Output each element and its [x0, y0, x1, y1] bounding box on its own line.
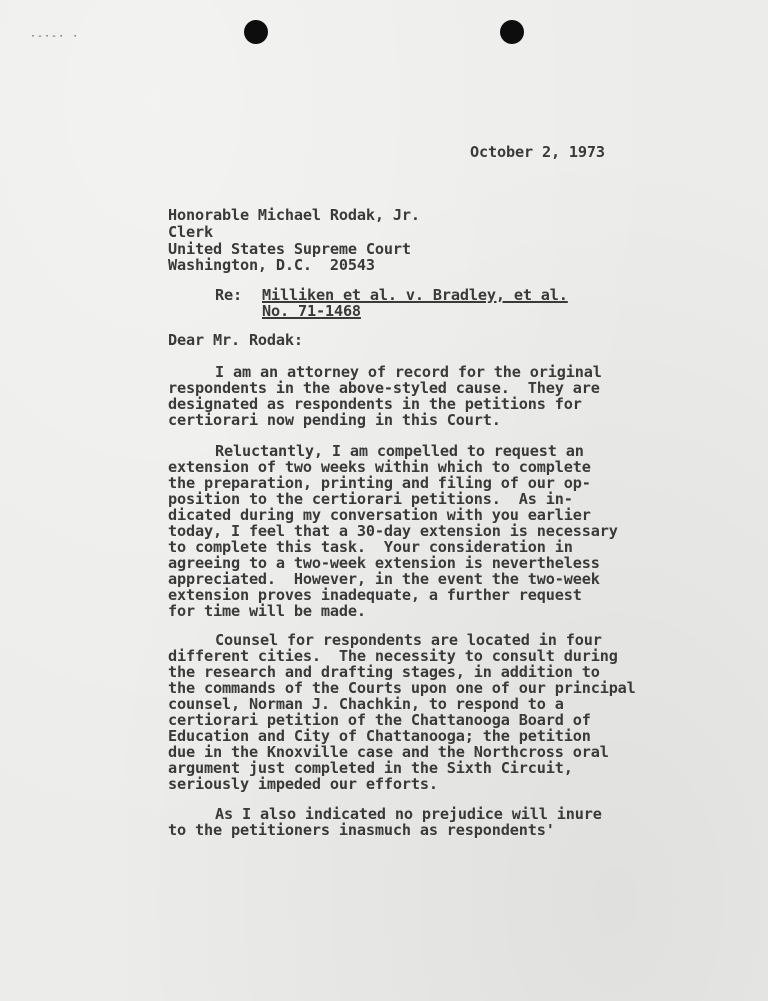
- paragraph-line: Counsel for respondents are located in four: [215, 631, 602, 649]
- paragraph-line: due in the Knoxville case and the Northcross oral: [168, 743, 609, 761]
- salutation: Dear Mr. Rodak:: [168, 331, 303, 349]
- letter-date: October 2, 1973: [470, 143, 605, 161]
- address-line: Washington, D.C. 20543: [168, 256, 375, 274]
- paragraph-line: appreciated. However, in the event the two-week: [168, 570, 600, 588]
- paragraph-line: position to the certiorari petitions. As in-: [168, 490, 573, 508]
- address-line: Clerk: [168, 223, 213, 241]
- paragraph-line: to complete this task. Your consideration in: [168, 538, 573, 556]
- paragraph-line: different cities. The necessity to consult during: [168, 647, 618, 665]
- paragraph-line: argument just completed in the Sixth Circuit,: [168, 759, 573, 777]
- case-number: No. 71-1468: [262, 302, 361, 320]
- paragraph-line: today, I feel that a 30-day extension is necessary: [168, 522, 618, 540]
- paragraph-line: for time will be made.: [168, 602, 366, 620]
- paragraph-line: counsel, Norman J. Chachkin, to respond to a: [168, 695, 564, 713]
- paragraph-line: As I also indicated no prejudice will inure: [215, 805, 602, 823]
- paragraph-line: designated as respondents in the petitions for: [168, 395, 582, 413]
- paragraph-line: seriously impeded our efforts.: [168, 775, 438, 793]
- re-label: Re:: [215, 286, 242, 304]
- ink-smudge: ·‑·-· ·: [30, 31, 80, 42]
- paragraph-line: the research and drafting stages, in addition to: [168, 663, 600, 681]
- paragraph-line: Education and City of Chattanooga; the petition: [168, 727, 591, 745]
- paragraph-line: to the petitioners inasmuch as respondents': [168, 821, 555, 839]
- paragraph-line: extension of two weeks within which to complete: [168, 458, 591, 476]
- paragraph-line: the commands of the Courts upon one of our principal: [168, 679, 636, 697]
- punch-hole-right: [500, 20, 524, 44]
- paragraph-line: dicated during my conversation with you earlier: [168, 506, 591, 524]
- paragraph-line: respondents in the above-styled cause. They are: [168, 379, 600, 397]
- address-line: United States Supreme Court: [168, 240, 411, 258]
- address-line: Honorable Michael Rodak, Jr.: [168, 206, 420, 224]
- punch-hole-left: [244, 20, 268, 44]
- case-caption: Milliken et al. v. Bradley, et al.: [262, 286, 568, 304]
- paragraph-line: I am an attorney of record for the original: [215, 363, 602, 381]
- paragraph-line: the preparation, printing and filing of our op-: [168, 474, 591, 492]
- paragraph-line: certiorari petition of the Chattanooga Board of: [168, 711, 591, 729]
- paragraph-line: Reluctantly, I am compelled to request an: [215, 442, 584, 460]
- paragraph-line: extension proves inadequate, a further request: [168, 586, 582, 604]
- paragraph-line: agreeing to a two-week extension is nevertheless: [168, 554, 600, 572]
- paragraph-line: certiorari now pending in this Court.: [168, 411, 501, 429]
